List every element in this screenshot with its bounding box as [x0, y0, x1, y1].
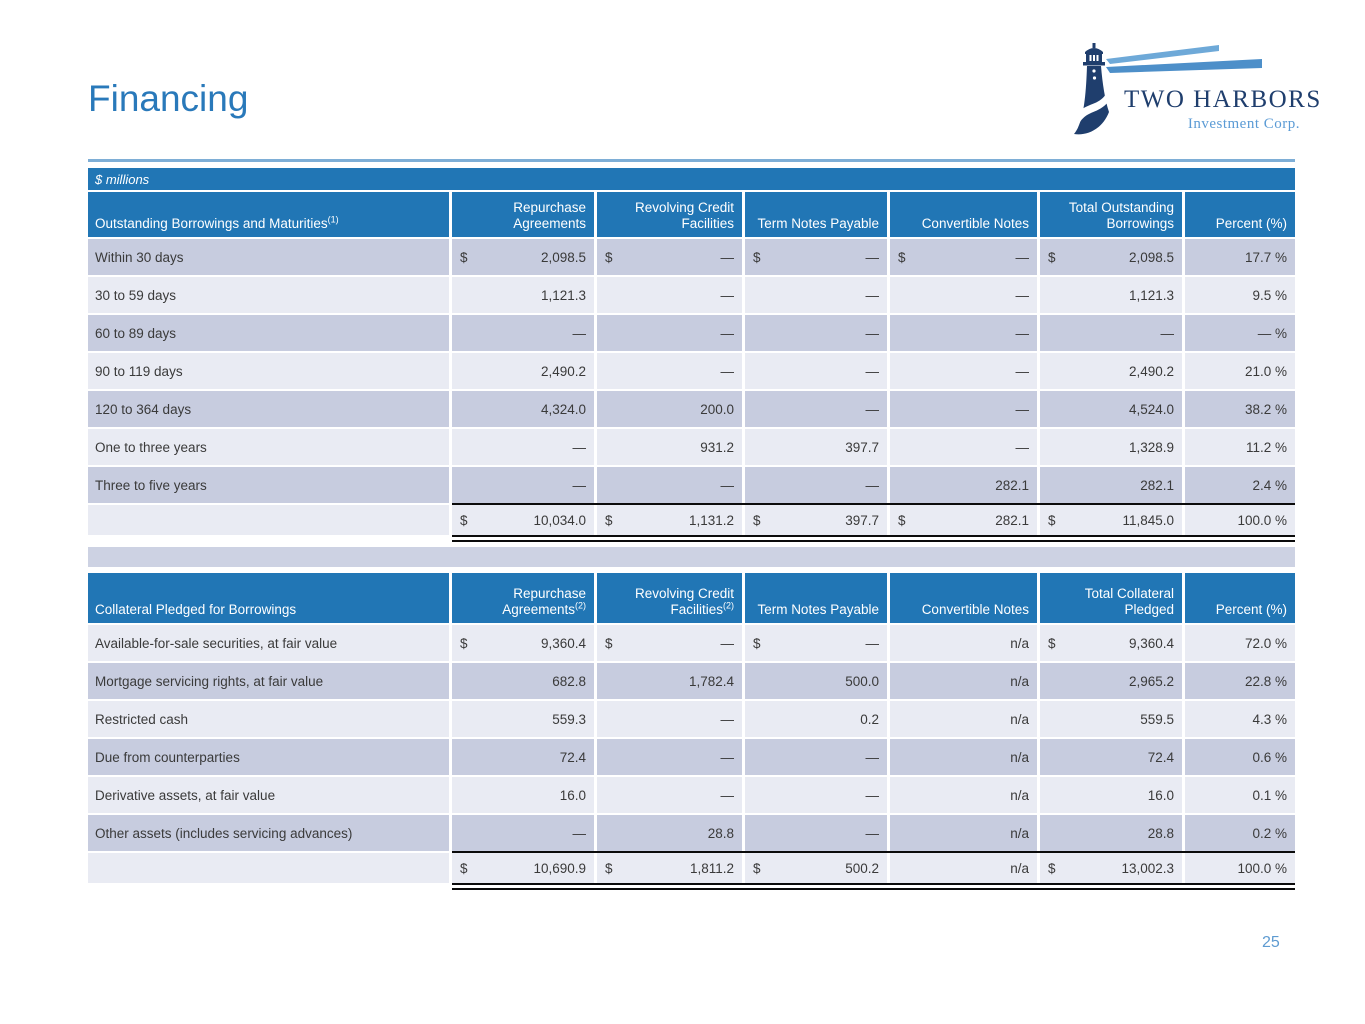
dollar-sign: $ [753, 860, 761, 876]
percent-cell [1185, 701, 1295, 737]
cell-value: 10,690.9 [533, 860, 586, 876]
column-header [597, 573, 742, 623]
row-label: Other assets (includes servicing advances) [88, 815, 449, 851]
row-label: 60 to 89 days [88, 315, 449, 351]
amount-cell [890, 815, 1037, 851]
cell-value: 4,524.0 [1128, 401, 1174, 417]
amount-cell [1040, 353, 1182, 389]
header-text: Repurchase Agreements$^{(2)}$ [502, 586, 586, 618]
table-row [88, 429, 1295, 465]
amount-cell [890, 239, 1037, 275]
amount-cell [597, 277, 742, 313]
units-label-bar: $ millions [88, 168, 1295, 190]
amount-cell [745, 777, 887, 813]
row-label: 30 to 59 days [88, 277, 449, 313]
amount-cell [452, 239, 594, 275]
cell-value: 559.3 [552, 711, 586, 727]
cell-value: 9.5 % [1252, 287, 1287, 303]
amount-cell [452, 701, 594, 737]
column-header [1185, 573, 1295, 623]
amount-cell [890, 353, 1037, 389]
dollar-sign: $ [898, 249, 906, 265]
cell-value: — [1015, 439, 1029, 455]
amount-cell [1040, 239, 1182, 275]
amount-cell [890, 701, 1037, 737]
amount-cell [452, 505, 594, 535]
table-row [88, 815, 1295, 851]
cell-value: 4,324.0 [540, 401, 586, 417]
row-label: Within 30 days [88, 239, 449, 275]
amount-cell [890, 277, 1037, 313]
percent-cell [1185, 739, 1295, 775]
table-separator-band [88, 547, 1295, 567]
row-label: Three to five years [88, 467, 449, 503]
amount-cell [1040, 315, 1182, 351]
percent-cell [1185, 777, 1295, 813]
column-header [745, 573, 887, 623]
percent-cell [1185, 391, 1295, 427]
row-label: 120 to 364 days [88, 391, 449, 427]
cell-value: 559.5 [1140, 711, 1174, 727]
amount-cell [1040, 777, 1182, 813]
cell-value: 397.7 [845, 512, 879, 528]
cell-value: 22.8 % [1244, 673, 1287, 689]
collateral-pledged-table [88, 573, 1295, 890]
cell-value: — [1015, 325, 1029, 341]
cell-value: 2.4 % [1252, 477, 1287, 493]
dollar-sign: $ [605, 512, 613, 528]
dollar-sign: $ [1048, 249, 1056, 265]
cell-value: 16.0 [559, 787, 586, 803]
row-label: One to three years [88, 429, 449, 465]
amount-cell [745, 239, 887, 275]
amount-cell [452, 853, 594, 883]
cell-value: 397.7 [845, 439, 879, 455]
cell-value: — [1015, 363, 1029, 379]
dollar-sign: $ [898, 512, 906, 528]
amount-cell [890, 777, 1037, 813]
header-text: Revolving Credit Facilities [634, 200, 734, 232]
amount-cell [597, 315, 742, 351]
cell-value: 0.1 % [1252, 787, 1287, 803]
amount-cell [745, 739, 887, 775]
table-row [88, 239, 1295, 275]
percent-cell [1185, 815, 1295, 851]
amount-cell [745, 429, 887, 465]
cell-value: 200.0 [700, 401, 734, 417]
cell-value: 0.2 % [1252, 825, 1287, 841]
cell-value: 16.0 [1147, 787, 1174, 803]
dollar-sign: $ [460, 860, 468, 876]
cell-value: 1,782.4 [688, 673, 734, 689]
amount-cell [745, 277, 887, 313]
cell-value: n/a [1010, 860, 1029, 876]
amount-cell [452, 353, 594, 389]
cell-value: — [720, 325, 734, 341]
amount-cell [745, 467, 887, 503]
amount-cell [597, 663, 742, 699]
cell-value: 500.2 [845, 860, 879, 876]
cell-value: — [865, 787, 879, 803]
amount-cell [597, 777, 742, 813]
cell-value: — [572, 325, 586, 341]
amount-cell [597, 701, 742, 737]
logo-subtitle: Investment Corp. [1187, 116, 1300, 132]
amount-cell [452, 815, 594, 851]
amount-cell [597, 853, 742, 883]
total-row [88, 853, 1295, 883]
header-text: Revolving Credit Facilities$^{(2)}$ [634, 586, 734, 618]
cell-value: 0.6 % [1252, 749, 1287, 765]
dollar-sign: $ [460, 249, 468, 265]
amount-cell [890, 467, 1037, 503]
amount-cell [1040, 391, 1182, 427]
dollar-sign: $ [1048, 635, 1056, 651]
percent-cell [1185, 315, 1295, 351]
cell-value: 100.0 % [1237, 512, 1287, 528]
dollar-sign: $ [460, 635, 468, 651]
cell-value: — [865, 749, 879, 765]
logo-company-name: TWO HARBORS [1124, 86, 1322, 113]
cell-value: 10,034.0 [533, 512, 586, 528]
header-text: Repurchase Agreements [513, 200, 586, 232]
cell-value: 13,002.3 [1121, 860, 1174, 876]
cell-value: 1,121.3 [1128, 287, 1174, 303]
amount-cell [1040, 815, 1182, 851]
percent-cell [1185, 505, 1295, 535]
company-logo [1066, 42, 1322, 142]
cell-value: 17.7 % [1244, 249, 1287, 265]
cell-value: — [865, 635, 879, 651]
total-rule-bottom [452, 883, 1295, 890]
table-row [88, 701, 1295, 737]
cell-value: — [572, 825, 586, 841]
cell-value: — [865, 287, 879, 303]
outstanding-borrowings-table [88, 192, 1295, 542]
row-label: 90 to 119 days [88, 353, 449, 389]
cell-value: 11.2 % [1245, 439, 1287, 455]
cell-value: n/a [1010, 673, 1029, 689]
header-text: Total Outstanding Borrowings [1068, 200, 1174, 232]
cell-value: — [720, 477, 734, 493]
column-header [452, 192, 594, 237]
amount-cell [890, 391, 1037, 427]
dollar-sign: $ [753, 635, 761, 651]
table-row [88, 353, 1295, 389]
cell-value: — [1015, 249, 1029, 265]
cell-value: — [865, 249, 879, 265]
cell-value: — [720, 749, 734, 765]
row-label [88, 853, 449, 883]
amount-cell [597, 353, 742, 389]
header-text: Total Collateral Pledged [1084, 586, 1174, 618]
percent-cell [1185, 353, 1295, 389]
amount-cell [1040, 429, 1182, 465]
amount-cell [1040, 701, 1182, 737]
dollar-sign: $ [753, 512, 761, 528]
cell-value: — [865, 825, 879, 841]
cell-value: 282.1 [995, 477, 1029, 493]
cell-value: 2,098.5 [540, 249, 586, 265]
cell-value: 72.0 % [1244, 635, 1287, 651]
amount-cell [597, 239, 742, 275]
amount-cell [597, 625, 742, 661]
cell-value: 0.2 [860, 711, 879, 727]
percent-cell [1185, 429, 1295, 465]
amount-cell [890, 429, 1037, 465]
amount-cell [597, 467, 742, 503]
amount-cell [1040, 663, 1182, 699]
column-header [890, 192, 1037, 237]
amount-cell [1040, 739, 1182, 775]
amount-cell [890, 663, 1037, 699]
cell-value: 682.8 [552, 673, 586, 689]
cell-value: 1,121.3 [540, 287, 586, 303]
amount-cell [597, 391, 742, 427]
cell-value: 28.8 [707, 825, 734, 841]
amount-cell [452, 315, 594, 351]
amount-cell [597, 429, 742, 465]
row-label: Available-for-sale securities, at fair value [88, 625, 449, 661]
cell-value: — [865, 325, 879, 341]
amount-cell [890, 315, 1037, 351]
amount-cell [452, 467, 594, 503]
dollar-sign: $ [460, 512, 468, 528]
row-label: Derivative assets, at fair value [88, 777, 449, 813]
column-header [452, 573, 594, 623]
cell-value: 11,845.0 [1122, 512, 1174, 528]
table-row [88, 315, 1295, 351]
amount-cell [452, 391, 594, 427]
cell-value: — [572, 439, 586, 455]
cell-value: 28.8 [1147, 825, 1174, 841]
dollar-sign: $ [1048, 512, 1056, 528]
amount-cell [452, 663, 594, 699]
header-text: Convertible Notes [921, 602, 1029, 618]
amount-cell [890, 739, 1037, 775]
percent-cell [1185, 277, 1295, 313]
cell-value: — % [1257, 325, 1287, 341]
header-text: Term Notes Payable [757, 216, 879, 232]
row-label: Mortgage servicing rights, at fair value [88, 663, 449, 699]
table-row [88, 277, 1295, 313]
cell-value: — [865, 363, 879, 379]
cell-value: 4.3 % [1252, 711, 1287, 727]
cell-value: n/a [1010, 787, 1029, 803]
cell-value: 21.0 % [1244, 363, 1287, 379]
amount-cell [745, 505, 887, 535]
cell-value: 72.4 [1147, 749, 1174, 765]
amount-cell [745, 815, 887, 851]
amount-cell [745, 663, 887, 699]
cell-value: — [720, 787, 734, 803]
amount-cell [1040, 853, 1182, 883]
column-header [1185, 192, 1295, 237]
header-text: Percent (%) [1215, 216, 1287, 232]
percent-cell [1185, 663, 1295, 699]
table-row [88, 739, 1295, 775]
cell-value: 1,131.2 [688, 512, 734, 528]
amount-cell [745, 625, 887, 661]
table-row [88, 663, 1295, 699]
cell-value: n/a [1010, 635, 1029, 651]
amount-cell [745, 353, 887, 389]
table-header-row [88, 573, 1295, 623]
cell-value: 9,360.4 [1128, 635, 1174, 651]
cell-value: n/a [1010, 749, 1029, 765]
header-text: Term Notes Payable [757, 602, 879, 618]
amount-cell [452, 625, 594, 661]
cell-value: 9,360.4 [540, 635, 586, 651]
amount-cell [452, 739, 594, 775]
page-title: Financing [88, 78, 249, 119]
amount-cell [1040, 277, 1182, 313]
cell-value: 2,490.2 [1128, 363, 1174, 379]
cell-value: 282.1 [995, 512, 1029, 528]
column-header [1040, 573, 1182, 623]
amount-cell [452, 777, 594, 813]
cell-value: — [720, 287, 734, 303]
cell-value: — [865, 477, 879, 493]
amount-cell [890, 853, 1037, 883]
dollar-sign: $ [605, 249, 613, 265]
table-row [88, 391, 1295, 427]
amount-cell [745, 853, 887, 883]
cell-value: — [1015, 401, 1029, 417]
cell-value: 72.4 [559, 749, 586, 765]
row-label: Due from counterparties [88, 739, 449, 775]
tables-area [88, 168, 1295, 890]
amount-cell [890, 505, 1037, 535]
row-label [88, 505, 449, 535]
column-header [890, 573, 1037, 623]
dollar-sign: $ [605, 635, 613, 651]
amount-cell [745, 391, 887, 427]
column-header [597, 192, 742, 237]
cell-value: — [720, 635, 734, 651]
dollar-sign: $ [1048, 860, 1056, 876]
column-header [1040, 192, 1182, 237]
cell-value: 38.2 % [1244, 401, 1287, 417]
light-beam-upper [1106, 45, 1219, 64]
cell-value: 1,328.9 [1128, 439, 1174, 455]
row-label: Restricted cash [88, 701, 449, 737]
cell-value: 2,490.2 [540, 363, 586, 379]
table-title-header [88, 573, 449, 623]
amount-cell [890, 625, 1037, 661]
column-header [745, 192, 887, 237]
table-header-row [88, 192, 1295, 237]
cell-value: — [720, 363, 734, 379]
header-text: Percent (%) [1215, 602, 1287, 618]
cell-value: 282.1 [1140, 477, 1174, 493]
amount-cell [1040, 625, 1182, 661]
cell-value: — [1015, 287, 1029, 303]
cell-value: n/a [1010, 711, 1029, 727]
cell-value: — [1160, 325, 1174, 341]
total-rule-bottom [452, 535, 1295, 542]
amount-cell [1040, 505, 1182, 535]
table-row [88, 467, 1295, 503]
amount-cell [597, 505, 742, 535]
cell-value: — [865, 401, 879, 417]
dollar-sign: $ [753, 249, 761, 265]
cell-value: — [720, 711, 734, 727]
percent-cell [1185, 853, 1295, 883]
percent-cell [1185, 239, 1295, 275]
cell-value: — [572, 477, 586, 493]
header-text: Outstanding Borrowings and Maturities$^{(1)}$ [95, 214, 339, 232]
table-row [88, 625, 1295, 661]
total-row [88, 505, 1295, 535]
header-text: Collateral Pledged for Borrowings [95, 602, 297, 618]
amount-cell [597, 815, 742, 851]
table-row [88, 777, 1295, 813]
amount-cell [597, 739, 742, 775]
cell-value: n/a [1010, 825, 1029, 841]
amount-cell [745, 315, 887, 351]
cell-value: 100.0 % [1237, 860, 1287, 876]
cell-value: 2,098.5 [1128, 249, 1174, 265]
cell-value: 1,811.2 [689, 860, 734, 876]
header-text: Convertible Notes [921, 216, 1029, 232]
amount-cell [452, 277, 594, 313]
amount-cell [745, 701, 887, 737]
amount-cell [1040, 467, 1182, 503]
cell-value: 500.0 [845, 673, 879, 689]
cell-value: 2,965.2 [1128, 673, 1174, 689]
dollar-sign: $ [605, 860, 613, 876]
cell-value: — [720, 249, 734, 265]
percent-cell [1185, 625, 1295, 661]
cell-value: 931.2 [700, 439, 734, 455]
page-number: 25 [1262, 934, 1280, 951]
title-divider [88, 159, 1295, 162]
amount-cell [452, 429, 594, 465]
table-title-header [88, 192, 449, 237]
percent-cell [1185, 467, 1295, 503]
